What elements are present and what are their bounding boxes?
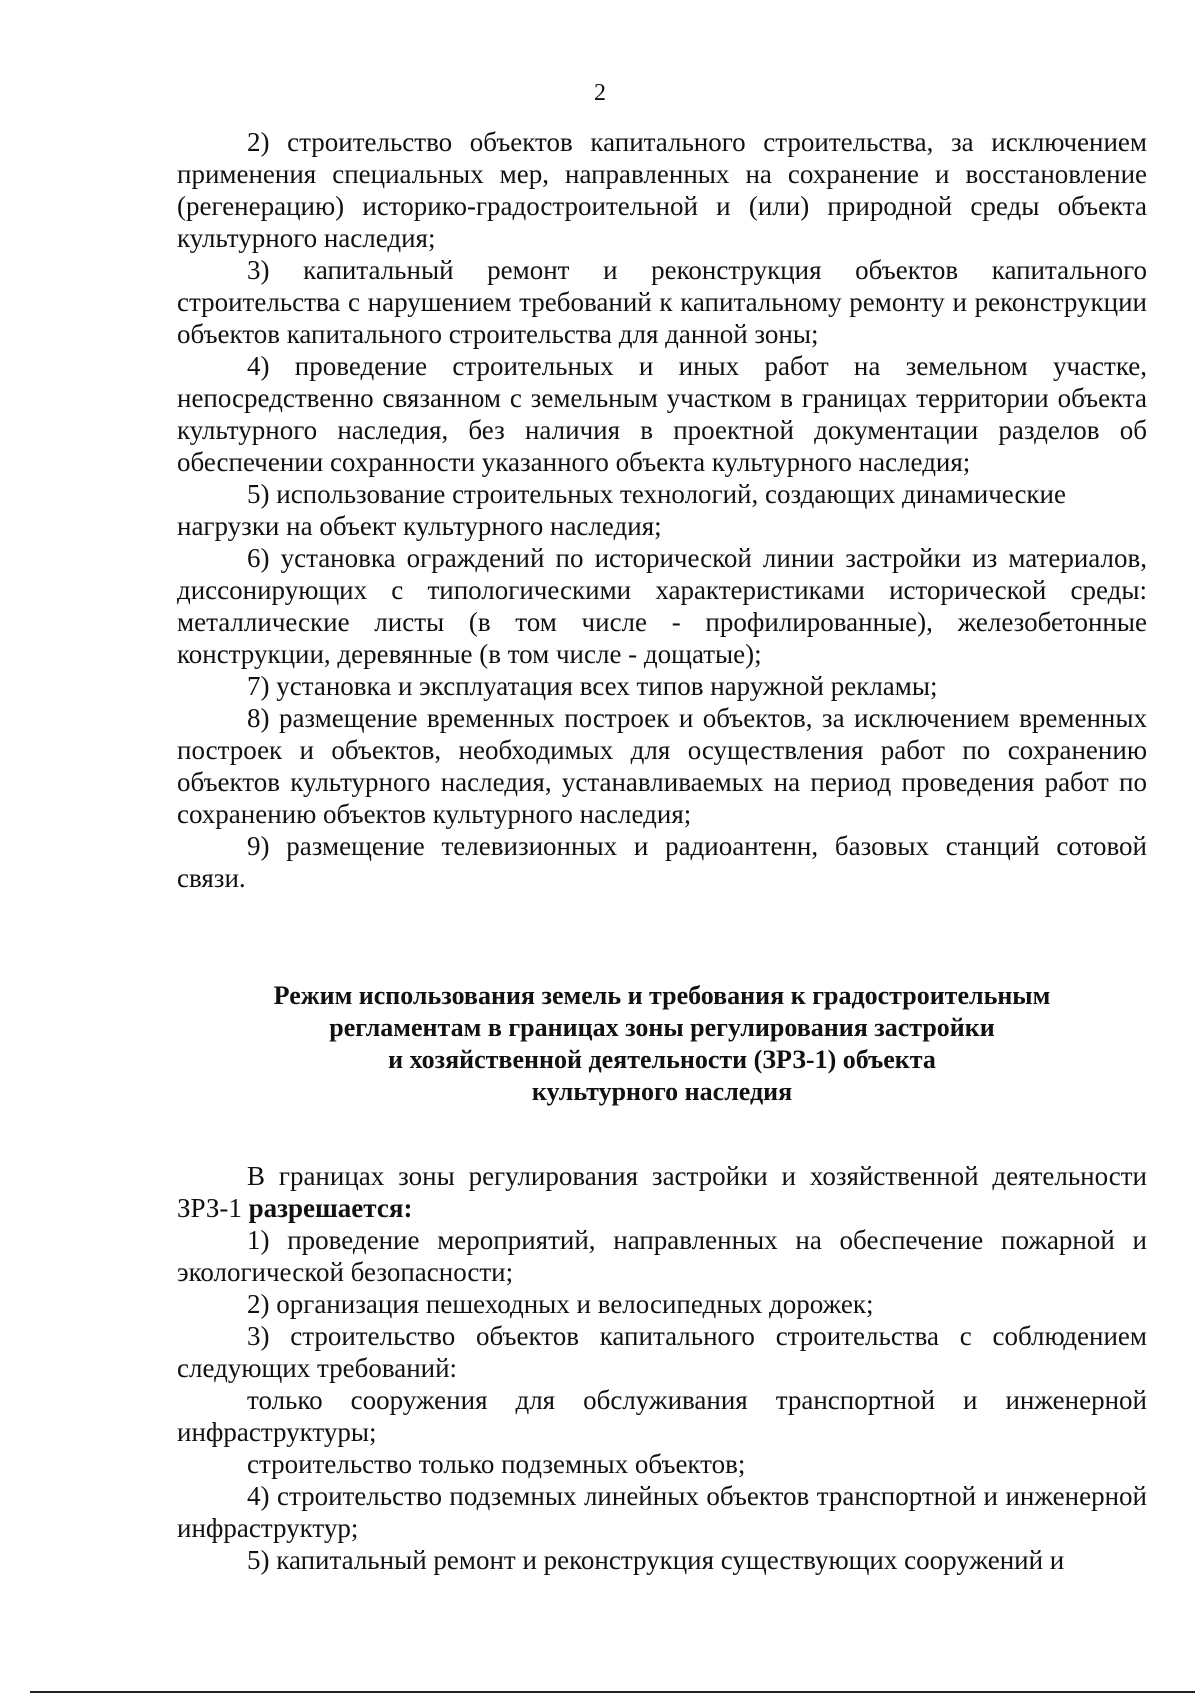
intro-text: В границах зоны регулирования застройки и хозяйственной деятельности ЗРЗ-1	[177, 1161, 1147, 1223]
list-item: 5) использование строительных технологий, создающих динамические нагрузки на объект культурного наследия;	[177, 479, 1066, 541]
list-item: 9) размещение телевизионных и радиоантенн, базовых станций сотовой связи.	[177, 831, 1147, 893]
list-item: 3) капитальный ремонт и реконструкция объектов капитального строительства с нарушением требований к капитальному ремонту и реконструкции объектов капитального строительства для данной зоны;	[177, 255, 1147, 349]
intro-bold: разрешается:	[248, 1193, 413, 1223]
heading-line: культурного наследия	[531, 1077, 793, 1106]
list-item: 2) строительство объектов капитального строительства, за исключением применения специальных мер, направленных на сохранение и восстановление (регенерацию) историко-градостроительной и (или) природной среды объекта культурного наследия;	[177, 127, 1147, 253]
list-item: только сооружения для обслуживания транспортной и инженерной инфраструктуры;	[177, 1385, 1147, 1447]
section-heading	[177, 980, 1147, 1108]
list-item: 3) строительство объектов капитального строительства с соблюдением следующих требований:	[177, 1321, 1147, 1383]
list-item: 7) установка и эксплуатация всех типов наружной рекламы;	[247, 671, 938, 701]
bottom-rule	[30, 1691, 1195, 1693]
page-number: 2	[594, 80, 606, 106]
list-item: 4) проведение строительных и иных работ на земельном участке, непосредственно связанном с земельным участком в границах территории объекта культурного наследия, без наличия в проектной документации разделов об обеспечении сохранности указанного объекта культурного наследия;	[177, 351, 1147, 477]
intro-paragraph	[177, 1160, 1147, 1224]
prohibited-list	[177, 126, 1147, 894]
list-item: 1) проведение мероприятий, направленных на обеспечение пожарной и экологической безопасности;	[177, 1225, 1147, 1287]
permitted-list	[177, 1160, 1147, 1576]
list-item: 6) установка ограждений по исторической линии застройки из материалов, диссонирующих с типологическими характеристиками исторической среды: металлические листы (в том числе - профилированные), железобетонные конструкции, деревянные (в том числе - дощатые);	[177, 543, 1147, 669]
list-item: 4) строительство подземных линейных объектов транспортной и инженерной инфраструктур;	[177, 1481, 1147, 1543]
heading-line: Режим использования земель и требования к градостроительным	[273, 981, 1051, 1010]
list-item: 8) размещение временных построек и объектов, за исключением временных построек и объектов, необходимых для осуществления работ по сохранению объектов культурного наследия, устанавливаемых на период проведения работ по сохранению объектов культурного наследия;	[177, 703, 1147, 829]
heading-line: регламентам в границах зоны регулирования застройки	[329, 1013, 995, 1042]
list-item: строительство только подземных объектов;	[247, 1449, 746, 1479]
heading-line: и хозяйственной деятельности (ЗРЗ-1) объекта	[388, 1045, 936, 1074]
list-item: 2) организация пешеходных и велосипедных дорожек;	[247, 1289, 874, 1319]
list-item: 5) капитальный ремонт и реконструкция существующих сооружений и	[247, 1545, 1065, 1575]
